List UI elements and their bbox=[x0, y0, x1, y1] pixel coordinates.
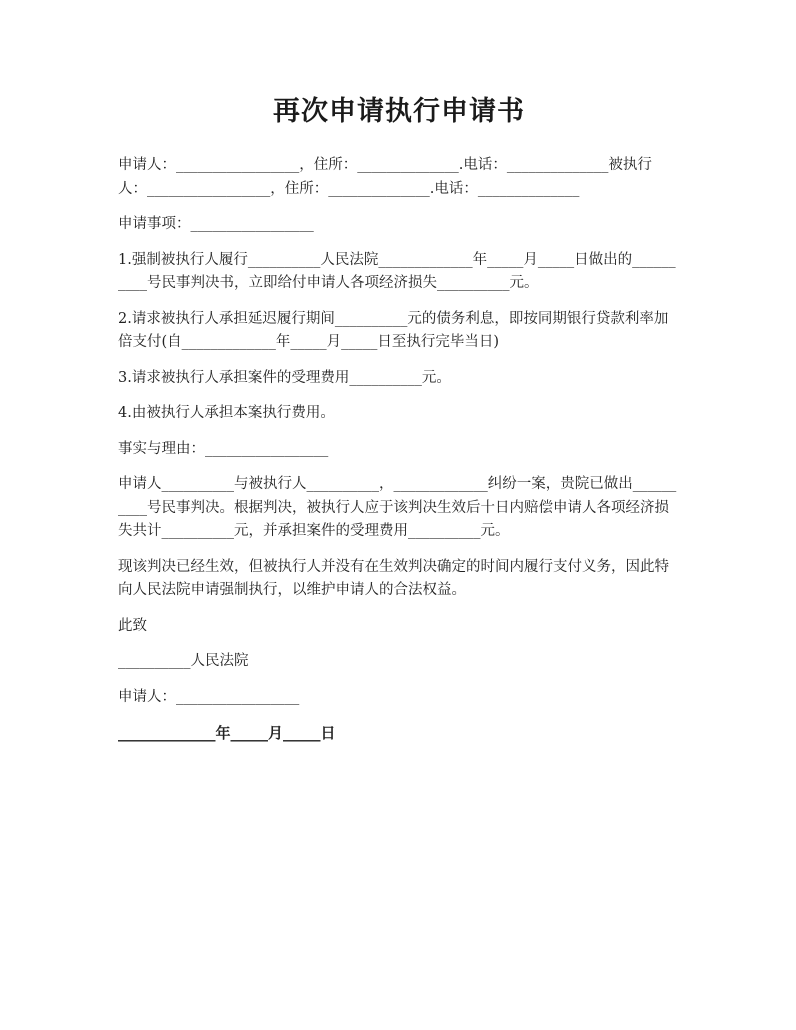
date-line: _____________年_____月_____日 bbox=[118, 724, 336, 742]
claim-3: 3.请求被执行人承担案件的受理费用__________元。 bbox=[118, 369, 451, 386]
facts-paragraph-2: 现该判决已经生效，但被执行人并没有在生效判决确定的时间内履行支付义务，因此特向人民法院申请强制执行，以维护申请人的合法权益。 bbox=[118, 558, 669, 598]
closing-salutation: 此致 bbox=[118, 617, 147, 634]
signature-line: 申请人：_________________ bbox=[118, 688, 300, 705]
facts-heading: 事实与理由：_________________ bbox=[118, 440, 329, 457]
court-line: __________人民法院 bbox=[118, 653, 249, 669]
claims-heading: 申请事项：_________________ bbox=[118, 216, 314, 232]
claim-1: 1.强制被执行人履行__________人民法院_____________年_____月_____日做出的__________号民事判决书，立即给付申请人各项经济损失__________元。 bbox=[118, 251, 676, 291]
facts-paragraph-1: 申请人__________与被执行人__________，_____________纠纷一案，贵院已做出__________号民事判决。根据判决，被执行人应于该判决生效后十日内赔偿申请人各项经济损失共计__________元，并承担案件的受理费用__________元。 bbox=[118, 476, 677, 539]
claim-2: 2.请求被执行人承担延迟履行期间__________元的债务利息，即按同期银行贷款利率加倍支付(自_____________年_____月_____日至执行完毕当日) bbox=[118, 310, 669, 350]
claim-4: 4.由被执行人承担本案执行费用。 bbox=[118, 405, 335, 421]
document-title: 再次申请执行申请书 bbox=[273, 96, 525, 127]
applicant-info-paragraph: 申请人：_________________，住所：______________.电话：______________被执行人：_________________，住所：______________.电话：______________ bbox=[118, 157, 652, 197]
